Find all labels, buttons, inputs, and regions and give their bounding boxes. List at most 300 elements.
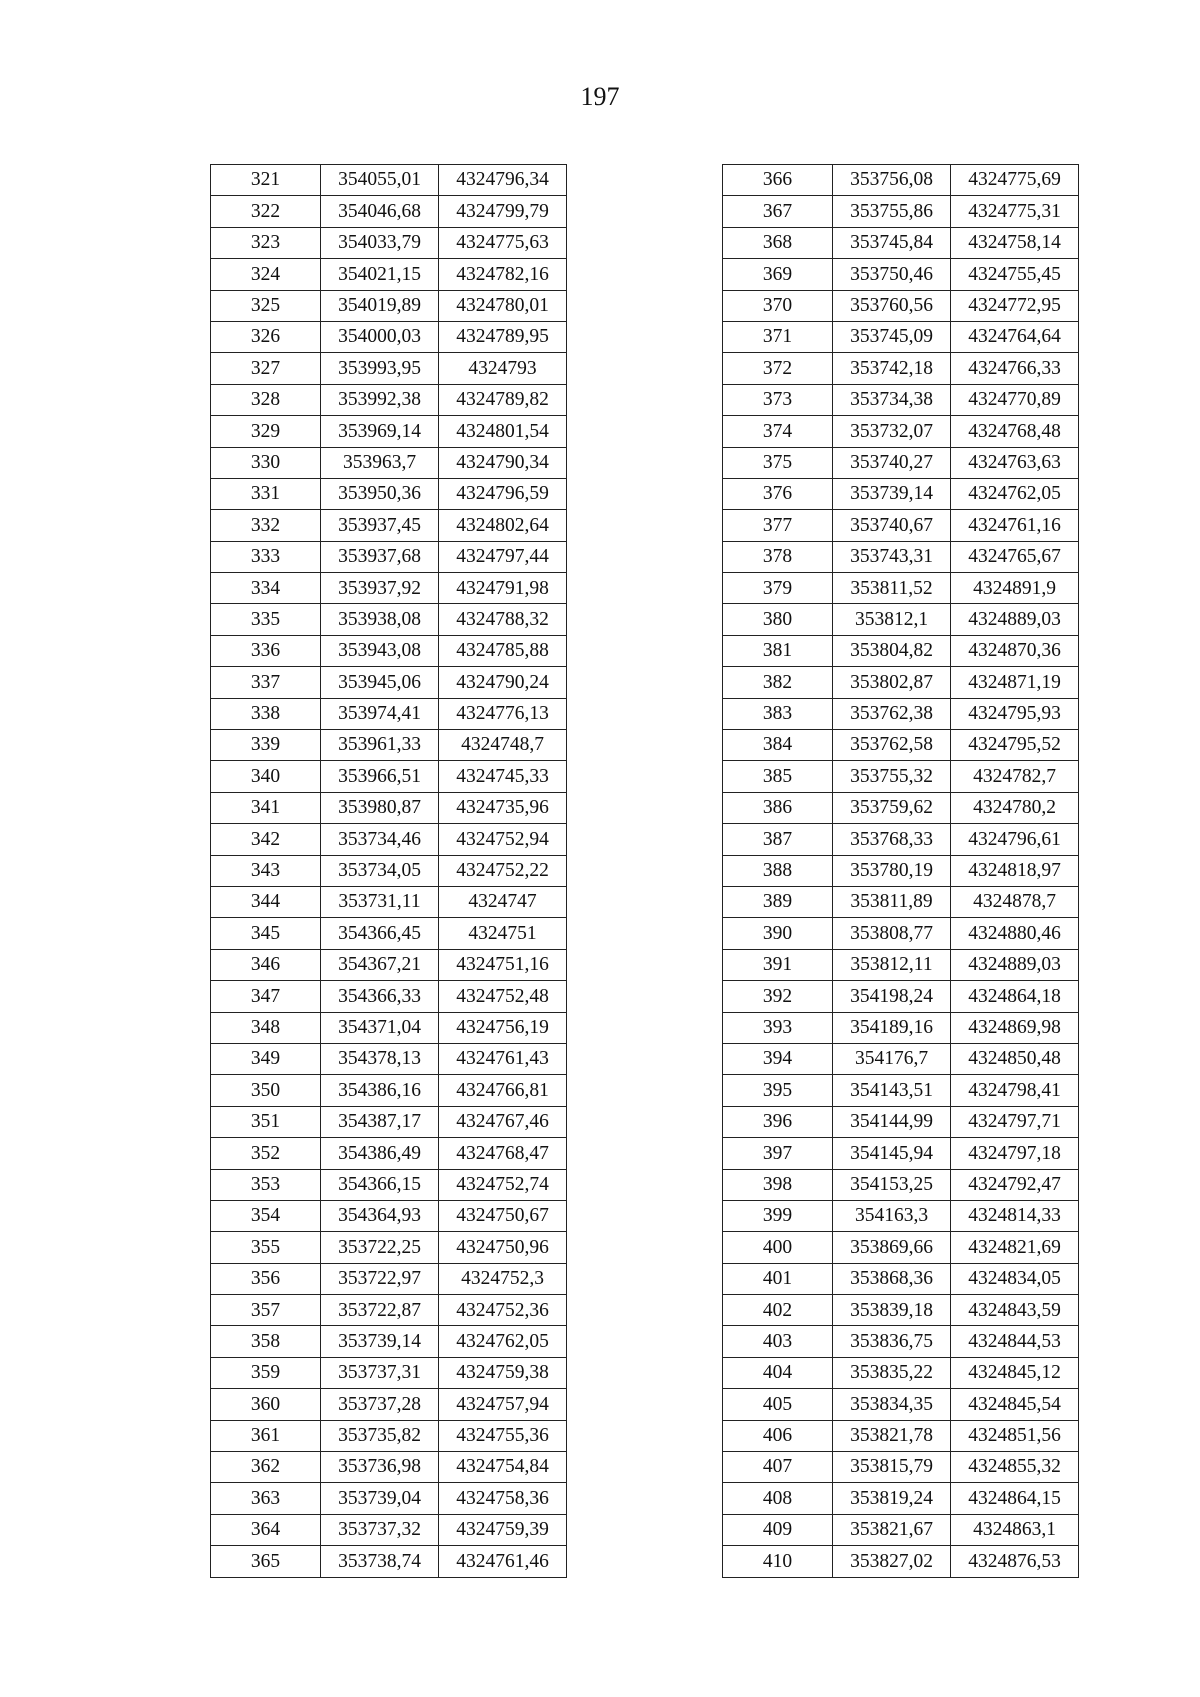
y-coordinate-cell: 4324790,24 — [439, 667, 567, 698]
x-coordinate-cell: 353731,11 — [321, 886, 439, 917]
table-row — [211, 761, 567, 792]
y-coordinate-cell: 4324793 — [439, 353, 567, 384]
point-number-cell: 383 — [723, 698, 833, 729]
point-number-cell: 397 — [723, 1138, 833, 1169]
x-coordinate-cell: 353937,45 — [321, 510, 439, 541]
table-row — [723, 1106, 1079, 1137]
y-coordinate-cell: 4324762,05 — [439, 1326, 567, 1357]
table-row — [211, 1138, 567, 1169]
x-coordinate-cell: 354144,99 — [833, 1106, 951, 1137]
y-coordinate-cell: 4324795,52 — [951, 730, 1079, 761]
point-number-cell: 343 — [211, 855, 321, 886]
point-number-cell: 379 — [723, 573, 833, 604]
y-coordinate-cell: 4324795,93 — [951, 698, 1079, 729]
table-row — [211, 855, 567, 886]
x-coordinate-cell: 353768,33 — [833, 824, 951, 855]
table-row — [723, 1169, 1079, 1200]
y-coordinate-cell: 4324747 — [439, 886, 567, 917]
x-coordinate-cell: 353743,31 — [833, 541, 951, 572]
x-coordinate-cell: 353802,87 — [833, 667, 951, 698]
point-number-cell: 324 — [211, 259, 321, 290]
y-coordinate-cell: 4324864,18 — [951, 981, 1079, 1012]
point-number-cell: 341 — [211, 792, 321, 823]
point-number-cell: 377 — [723, 510, 833, 541]
y-coordinate-cell: 4324750,67 — [439, 1200, 567, 1231]
table-row — [211, 1200, 567, 1231]
x-coordinate-cell: 354021,15 — [321, 259, 439, 290]
point-number-cell: 394 — [723, 1043, 833, 1074]
point-number-cell: 340 — [211, 761, 321, 792]
table-row — [723, 321, 1079, 352]
point-number-cell: 372 — [723, 353, 833, 384]
y-coordinate-cell: 4324748,7 — [439, 730, 567, 761]
y-coordinate-cell: 4324764,64 — [951, 321, 1079, 352]
x-coordinate-cell: 353756,08 — [833, 165, 951, 196]
point-number-cell: 398 — [723, 1169, 833, 1200]
x-coordinate-cell: 354176,7 — [833, 1043, 951, 1074]
y-coordinate-cell: 4324834,05 — [951, 1263, 1079, 1294]
table-row — [723, 824, 1079, 855]
point-number-cell: 376 — [723, 478, 833, 509]
table-row — [211, 949, 567, 980]
table-row — [723, 510, 1079, 541]
y-coordinate-cell: 4324797,44 — [439, 541, 567, 572]
table-row — [723, 886, 1079, 917]
table-row — [211, 1043, 567, 1074]
point-number-cell: 408 — [723, 1483, 833, 1514]
table-row — [723, 635, 1079, 666]
table-row — [723, 949, 1079, 980]
y-coordinate-cell: 4324796,59 — [439, 478, 567, 509]
table-row — [211, 886, 567, 917]
table-row — [723, 1357, 1079, 1388]
x-coordinate-cell: 353950,36 — [321, 478, 439, 509]
table-row — [723, 1263, 1079, 1294]
x-coordinate-cell: 353819,24 — [833, 1483, 951, 1514]
y-coordinate-cell: 4324761,16 — [951, 510, 1079, 541]
y-coordinate-cell: 4324851,56 — [951, 1420, 1079, 1451]
table-row — [723, 196, 1079, 227]
point-number-cell: 353 — [211, 1169, 321, 1200]
table-row — [211, 1169, 567, 1200]
table-row — [211, 353, 567, 384]
point-number-cell: 363 — [211, 1483, 321, 1514]
y-coordinate-cell: 4324752,22 — [439, 855, 567, 886]
table-row — [723, 730, 1079, 761]
y-coordinate-cell: 4324775,31 — [951, 196, 1079, 227]
table-row — [723, 792, 1079, 823]
x-coordinate-cell: 353735,82 — [321, 1420, 439, 1451]
table-row — [723, 667, 1079, 698]
point-number-cell: 365 — [211, 1546, 321, 1577]
y-coordinate-cell: 4324870,36 — [951, 635, 1079, 666]
x-coordinate-cell: 354378,13 — [321, 1043, 439, 1074]
x-coordinate-cell: 354163,3 — [833, 1200, 951, 1231]
y-coordinate-cell: 4324869,98 — [951, 1012, 1079, 1043]
y-coordinate-cell: 4324814,33 — [951, 1200, 1079, 1231]
table-row — [723, 447, 1079, 478]
table-row — [723, 1546, 1079, 1577]
y-coordinate-cell: 4324776,13 — [439, 698, 567, 729]
x-coordinate-cell: 353739,04 — [321, 1483, 439, 1514]
point-number-cell: 361 — [211, 1420, 321, 1451]
table-row — [211, 1075, 567, 1106]
table-row — [723, 478, 1079, 509]
y-coordinate-cell: 4324766,81 — [439, 1075, 567, 1106]
point-number-cell: 354 — [211, 1200, 321, 1231]
table-row — [211, 227, 567, 258]
point-number-cell: 357 — [211, 1295, 321, 1326]
point-number-cell: 385 — [723, 761, 833, 792]
x-coordinate-cell: 353739,14 — [321, 1326, 439, 1357]
point-number-cell: 386 — [723, 792, 833, 823]
y-coordinate-cell: 4324757,94 — [439, 1389, 567, 1420]
point-number-cell: 395 — [723, 1075, 833, 1106]
point-number-cell: 360 — [211, 1389, 321, 1420]
y-coordinate-cell: 4324751 — [439, 918, 567, 949]
table-row — [211, 321, 567, 352]
x-coordinate-cell: 353762,58 — [833, 730, 951, 761]
table-row — [723, 416, 1079, 447]
table-row — [723, 1483, 1079, 1514]
table-row — [211, 1012, 567, 1043]
point-number-cell: 349 — [211, 1043, 321, 1074]
y-coordinate-cell: 4324759,39 — [439, 1514, 567, 1545]
point-number-cell: 337 — [211, 667, 321, 698]
table-row — [211, 824, 567, 855]
table-row — [723, 573, 1079, 604]
x-coordinate-cell: 354153,25 — [833, 1169, 951, 1200]
x-coordinate-cell: 354366,33 — [321, 981, 439, 1012]
x-coordinate-cell: 353760,56 — [833, 290, 951, 321]
point-number-cell: 366 — [723, 165, 833, 196]
x-coordinate-cell: 353737,32 — [321, 1514, 439, 1545]
table-row — [723, 918, 1079, 949]
point-number-cell: 378 — [723, 541, 833, 572]
point-number-cell: 325 — [211, 290, 321, 321]
point-number-cell: 359 — [211, 1357, 321, 1388]
point-number-cell: 387 — [723, 824, 833, 855]
y-coordinate-cell: 4324756,19 — [439, 1012, 567, 1043]
table-row — [723, 1075, 1079, 1106]
table-row — [723, 1200, 1079, 1231]
point-number-cell: 402 — [723, 1295, 833, 1326]
point-number-cell: 358 — [211, 1326, 321, 1357]
coordinates-table-left — [210, 164, 567, 1578]
y-coordinate-cell: 4324876,53 — [951, 1546, 1079, 1577]
x-coordinate-cell: 353722,97 — [321, 1263, 439, 1294]
y-coordinate-cell: 4324775,69 — [951, 165, 1079, 196]
x-coordinate-cell: 353759,62 — [833, 792, 951, 823]
table-row — [723, 1420, 1079, 1451]
y-coordinate-cell: 4324864,15 — [951, 1483, 1079, 1514]
x-coordinate-cell: 353943,08 — [321, 635, 439, 666]
table-row — [723, 353, 1079, 384]
table-row — [723, 1326, 1079, 1357]
y-coordinate-cell: 4324735,96 — [439, 792, 567, 823]
point-number-cell: 338 — [211, 698, 321, 729]
table-row — [211, 1389, 567, 1420]
table-row — [211, 478, 567, 509]
y-coordinate-cell: 4324745,33 — [439, 761, 567, 792]
point-number-cell: 406 — [723, 1420, 833, 1451]
point-number-cell: 381 — [723, 635, 833, 666]
y-coordinate-cell: 4324788,32 — [439, 604, 567, 635]
y-coordinate-cell: 4324755,45 — [951, 259, 1079, 290]
point-number-cell: 405 — [723, 1389, 833, 1420]
point-number-cell: 407 — [723, 1452, 833, 1483]
point-number-cell: 390 — [723, 918, 833, 949]
point-number-cell: 410 — [723, 1546, 833, 1577]
y-coordinate-cell: 4324792,47 — [951, 1169, 1079, 1200]
x-coordinate-cell: 353750,46 — [833, 259, 951, 290]
x-coordinate-cell: 353835,22 — [833, 1357, 951, 1388]
y-coordinate-cell: 4324889,03 — [951, 949, 1079, 980]
x-coordinate-cell: 353780,19 — [833, 855, 951, 886]
x-coordinate-cell: 353755,86 — [833, 196, 951, 227]
x-coordinate-cell: 353980,87 — [321, 792, 439, 823]
point-number-cell: 333 — [211, 541, 321, 572]
x-coordinate-cell: 354366,15 — [321, 1169, 439, 1200]
x-coordinate-cell: 353993,95 — [321, 353, 439, 384]
x-coordinate-cell: 353811,89 — [833, 886, 951, 917]
y-coordinate-cell: 4324759,38 — [439, 1357, 567, 1388]
x-coordinate-cell: 354387,17 — [321, 1106, 439, 1137]
x-coordinate-cell: 353969,14 — [321, 416, 439, 447]
point-number-cell: 382 — [723, 667, 833, 698]
x-coordinate-cell: 353945,06 — [321, 667, 439, 698]
y-coordinate-cell: 4324768,47 — [439, 1138, 567, 1169]
table-row — [211, 1232, 567, 1263]
table-row — [211, 918, 567, 949]
point-number-cell: 384 — [723, 730, 833, 761]
x-coordinate-cell: 354143,51 — [833, 1075, 951, 1106]
table-row — [723, 981, 1079, 1012]
x-coordinate-cell: 354019,89 — [321, 290, 439, 321]
y-coordinate-cell: 4324752,48 — [439, 981, 567, 1012]
point-number-cell: 321 — [211, 165, 321, 196]
table-row — [723, 1012, 1079, 1043]
y-coordinate-cell: 4324789,95 — [439, 321, 567, 352]
x-coordinate-cell: 353755,32 — [833, 761, 951, 792]
x-coordinate-cell: 353868,36 — [833, 1263, 951, 1294]
point-number-cell: 347 — [211, 981, 321, 1012]
point-number-cell: 323 — [211, 227, 321, 258]
x-coordinate-cell: 354000,03 — [321, 321, 439, 352]
y-coordinate-cell: 4324790,34 — [439, 447, 567, 478]
y-coordinate-cell: 4324770,89 — [951, 384, 1079, 415]
y-coordinate-cell: 4324761,46 — [439, 1546, 567, 1577]
point-number-cell: 401 — [723, 1263, 833, 1294]
y-coordinate-cell: 4324780,2 — [951, 792, 1079, 823]
point-number-cell: 326 — [211, 321, 321, 352]
y-coordinate-cell: 4324791,98 — [439, 573, 567, 604]
y-coordinate-cell: 4324843,59 — [951, 1295, 1079, 1326]
y-coordinate-cell: 4324871,19 — [951, 667, 1079, 698]
x-coordinate-cell: 353938,08 — [321, 604, 439, 635]
x-coordinate-cell: 353734,05 — [321, 855, 439, 886]
table-row — [211, 1106, 567, 1137]
y-coordinate-cell: 4324845,12 — [951, 1357, 1079, 1388]
x-coordinate-cell: 354386,49 — [321, 1138, 439, 1169]
x-coordinate-cell: 353734,46 — [321, 824, 439, 855]
point-number-cell: 403 — [723, 1326, 833, 1357]
point-number-cell: 345 — [211, 918, 321, 949]
y-coordinate-cell: 4324801,54 — [439, 416, 567, 447]
table-row — [723, 1389, 1079, 1420]
coordinates-table-right — [722, 164, 1079, 1578]
x-coordinate-cell: 353737,28 — [321, 1389, 439, 1420]
x-coordinate-cell: 353804,82 — [833, 635, 951, 666]
point-number-cell: 346 — [211, 949, 321, 980]
table-row — [211, 384, 567, 415]
table-row — [723, 1452, 1079, 1483]
table-row — [211, 1452, 567, 1483]
table-row — [211, 604, 567, 635]
x-coordinate-cell: 353808,77 — [833, 918, 951, 949]
point-number-cell: 352 — [211, 1138, 321, 1169]
table-row — [211, 259, 567, 290]
x-coordinate-cell: 353811,52 — [833, 573, 951, 604]
y-coordinate-cell: 4324752,94 — [439, 824, 567, 855]
point-number-cell: 370 — [723, 290, 833, 321]
y-coordinate-cell: 4324762,05 — [951, 478, 1079, 509]
x-coordinate-cell: 353738,74 — [321, 1546, 439, 1577]
x-coordinate-cell: 353737,31 — [321, 1357, 439, 1388]
y-coordinate-cell: 4324796,61 — [951, 824, 1079, 855]
table-row — [211, 792, 567, 823]
y-coordinate-cell: 4324782,16 — [439, 259, 567, 290]
x-coordinate-cell: 353762,38 — [833, 698, 951, 729]
y-coordinate-cell: 4324845,54 — [951, 1389, 1079, 1420]
y-coordinate-cell: 4324789,82 — [439, 384, 567, 415]
table-row — [211, 698, 567, 729]
point-number-cell: 339 — [211, 730, 321, 761]
point-number-cell: 355 — [211, 1232, 321, 1263]
y-coordinate-cell: 4324766,33 — [951, 353, 1079, 384]
point-number-cell: 342 — [211, 824, 321, 855]
point-number-cell: 373 — [723, 384, 833, 415]
x-coordinate-cell: 354145,94 — [833, 1138, 951, 1169]
table-row — [211, 1357, 567, 1388]
table-row — [211, 1546, 567, 1577]
point-number-cell: 393 — [723, 1012, 833, 1043]
x-coordinate-cell: 353821,67 — [833, 1514, 951, 1545]
point-number-cell: 369 — [723, 259, 833, 290]
y-coordinate-cell: 4324797,71 — [951, 1106, 1079, 1137]
x-coordinate-cell: 353742,18 — [833, 353, 951, 384]
table-row — [211, 541, 567, 572]
page-number: 197 — [580, 82, 620, 111]
x-coordinate-cell: 353836,75 — [833, 1326, 951, 1357]
table-row — [211, 510, 567, 541]
table-row — [723, 384, 1079, 415]
point-number-cell: 329 — [211, 416, 321, 447]
table-row — [211, 1514, 567, 1545]
table-row — [211, 165, 567, 196]
x-coordinate-cell: 353834,35 — [833, 1389, 951, 1420]
y-coordinate-cell: 4324751,16 — [439, 949, 567, 980]
table-row — [723, 541, 1079, 572]
y-coordinate-cell: 4324758,36 — [439, 1483, 567, 1514]
y-coordinate-cell: 4324799,79 — [439, 196, 567, 227]
x-coordinate-cell: 354198,24 — [833, 981, 951, 1012]
table-row — [723, 1043, 1079, 1074]
point-number-cell: 404 — [723, 1357, 833, 1388]
x-coordinate-cell: 353736,98 — [321, 1452, 439, 1483]
point-number-cell: 364 — [211, 1514, 321, 1545]
point-number-cell: 356 — [211, 1263, 321, 1294]
x-coordinate-cell: 353734,38 — [833, 384, 951, 415]
x-coordinate-cell: 353812,1 — [833, 604, 951, 635]
y-coordinate-cell: 4324802,64 — [439, 510, 567, 541]
table-row — [211, 730, 567, 761]
x-coordinate-cell: 353740,27 — [833, 447, 951, 478]
y-coordinate-cell: 4324763,63 — [951, 447, 1079, 478]
point-number-cell: 371 — [723, 321, 833, 352]
x-coordinate-cell: 353839,18 — [833, 1295, 951, 1326]
table-row — [211, 573, 567, 604]
point-number-cell: 322 — [211, 196, 321, 227]
point-number-cell: 367 — [723, 196, 833, 227]
y-coordinate-cell: 4324772,95 — [951, 290, 1079, 321]
table-row — [723, 1138, 1079, 1169]
table-row — [723, 227, 1079, 258]
x-coordinate-cell: 354046,68 — [321, 196, 439, 227]
x-coordinate-cell: 353937,92 — [321, 573, 439, 604]
y-coordinate-cell: 4324878,7 — [951, 886, 1079, 917]
point-number-cell: 400 — [723, 1232, 833, 1263]
point-number-cell: 374 — [723, 416, 833, 447]
y-coordinate-cell: 4324889,03 — [951, 604, 1079, 635]
table-row — [211, 416, 567, 447]
y-coordinate-cell: 4324752,3 — [439, 1263, 567, 1294]
point-number-cell: 368 — [723, 227, 833, 258]
y-coordinate-cell: 4324780,01 — [439, 290, 567, 321]
point-number-cell: 348 — [211, 1012, 321, 1043]
x-coordinate-cell: 353963,7 — [321, 447, 439, 478]
table-row — [723, 1514, 1079, 1545]
point-number-cell: 391 — [723, 949, 833, 980]
point-number-cell: 392 — [723, 981, 833, 1012]
y-coordinate-cell: 4324797,18 — [951, 1138, 1079, 1169]
table-row — [723, 761, 1079, 792]
y-coordinate-cell: 4324821,69 — [951, 1232, 1079, 1263]
x-coordinate-cell: 353745,84 — [833, 227, 951, 258]
x-coordinate-cell: 353821,78 — [833, 1420, 951, 1451]
table-row — [211, 981, 567, 1012]
point-number-cell: 332 — [211, 510, 321, 541]
x-coordinate-cell: 354367,21 — [321, 949, 439, 980]
x-coordinate-cell: 353745,09 — [833, 321, 951, 352]
table-row — [211, 1295, 567, 1326]
y-coordinate-cell: 4324750,96 — [439, 1232, 567, 1263]
point-number-cell: 388 — [723, 855, 833, 886]
x-coordinate-cell: 353740,67 — [833, 510, 951, 541]
point-number-cell: 399 — [723, 1200, 833, 1231]
table-row — [211, 1326, 567, 1357]
x-coordinate-cell: 353722,87 — [321, 1295, 439, 1326]
x-coordinate-cell: 354386,16 — [321, 1075, 439, 1106]
table-row — [211, 290, 567, 321]
y-coordinate-cell: 4324891,9 — [951, 573, 1079, 604]
table-row — [723, 290, 1079, 321]
y-coordinate-cell: 4324818,97 — [951, 855, 1079, 886]
point-number-cell: 330 — [211, 447, 321, 478]
y-coordinate-cell: 4324775,63 — [439, 227, 567, 258]
table-row — [723, 165, 1079, 196]
point-number-cell: 335 — [211, 604, 321, 635]
